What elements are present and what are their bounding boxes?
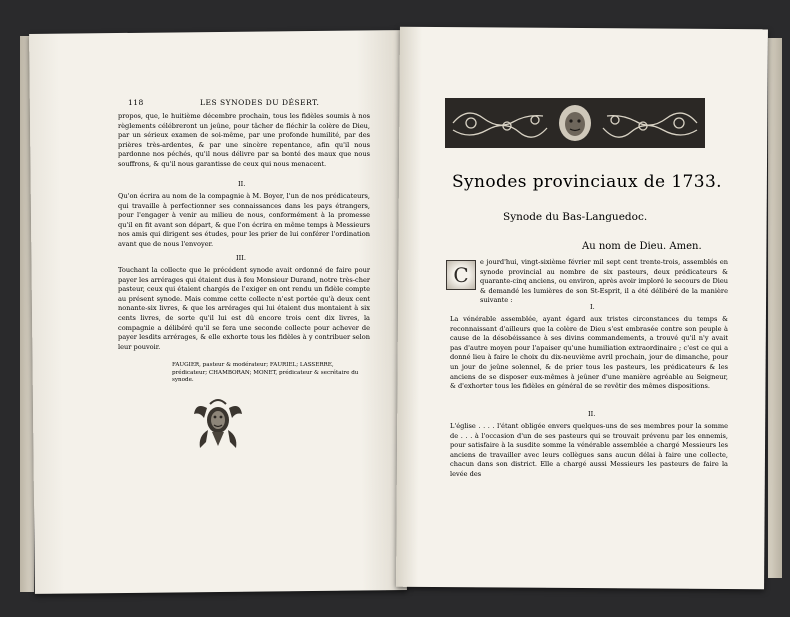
left-roman-3: III. — [236, 254, 246, 262]
dropcap — [446, 260, 476, 290]
right-roman-1: I. — [590, 303, 595, 311]
tailpiece-mask-ornament — [190, 398, 246, 450]
right-page-edges — [768, 38, 782, 578]
section-title: Synodes provinciaux de 1733. — [452, 172, 722, 192]
page-number: 118 — [128, 98, 144, 107]
right-roman-2: II. — [588, 410, 596, 418]
left-paragraph-1: propos, que, le huitième décembre prochain, tous les fidèles soumis à nos règlements célébreront un jeûne, pour tâcher de fléchir la colère de Dieu, par un sérieux examen de soi-même, par une profonde humilité, par des prières très-ardentes, & par une sincère repentance, afin qu'il nous pardonne nos péchés, qu'il nous délivre par sa bonté des maux que nous souffrons, & qu'il nous garantisse de ceux qui nous menacent. — [118, 112, 370, 168]
article-2: L'église . . . . l'étant obligée envers quelques-uns de ses membres pour la somme de . . . à l'occasion d'un de ses pasteurs qui se trouvait prévenu par les ennemis, pour satisfaire à la susdite somme la vénérable assemblée a chargé Messieurs les anciens de travailler avec leurs collègues sans aucun délai à faire une collecte, chacun dans son district. Elle a chargé aussi Messieurs les pasteurs de faire la levée des — [450, 422, 728, 478]
invocation: Au nom de Dieu. Amen. — [582, 241, 702, 252]
dropcap-letter: C — [453, 263, 469, 287]
left-roman-2: II. — [238, 180, 246, 188]
section-subtitle: Synode du Bas-Languedoc. — [503, 211, 648, 223]
signatures: FAUGIER, pasteur & modérateur; FAURIEL; LASSERRE, prédicateur; CHAMBORAN; MONET, prédicateur & secrétaire du synode. — [172, 362, 359, 384]
headpiece-ornament — [445, 98, 705, 148]
opening-paragraph: e jourd'hui, vingt-sixième février mil sept cent trente-trois, assemblés en synode provincial au nombre de six pasteurs, deux prédicateurs & quarante-cinq anciens, ou environ, après avoir imploré le secours de Dieu & demandé les lumières de son St-Esprit, il a été délibéré de la manière suivante : — [480, 258, 728, 305]
article-1: La vénérable assemblée, ayant égard aux tristes circonstances du temps & reconnaissant d'ailleurs que la colère de Dieu s'est embrasée contre son peuple à cause de la désobéissance à ses divins commandements, a trouvé qu'il n'y avait pas d'autre moyen pour l'apaiser qu'une humiliation extraordinaire ; c'est ce qui a donné lieu à faire le choix du dix-neuvième avril prochain, jour de dimanche, pour un jour de jeûne solennel, & de prier tous les pasteurs, les prédicateurs & les anciens de se disposer eux-mêmes à jeûner d'une manière agréable au Seigneur, & d'exhorter tous les fidèles en général de se revêtir des mêmes dispositions. — [450, 315, 728, 391]
running-title: LES SYNODES DU DÉSERT. — [200, 98, 320, 107]
left-paragraph-3: Touchant la collecte que le précédent synode avait ordonné de faire pour payer les arrérages qui étaient dus à feu Monsieur Durand, notre très-cher pasteur, ceux qui étaient chargés de l'exiger en ont rendu un fidèle compte au présent synode. Mais comme cette collecte n'est portée qu'à deux cent nonante-six livres, & que les arrérages qui lui étaient dus montaient à six cents livres, de sorte qu'il lui est dû encore trois cent dix livres, la compagnie a délibéré qu'il se fera une seconde collecte pour achever de payer lesdits arrérages, & elle exhorte tous les fidèles à y contribuer selon leur pouvoir. — [118, 266, 370, 351]
left-paragraph-2: Qu'on écrira au nom de la compagnie à M. Boyer, l'un de nos prédicateurs, qui travaille à perfectionner ses connaissances dans les pays étrangers, pour l'engager à venir au milieu de nous, conformément à la promesse qu'il en fit avant son départ, & que l'on écrira en même temps à Messieurs nos amis qui dirigent ses études, pour les prier de lui conférer l'ordination avant que de nous l'envoyer. — [118, 192, 370, 248]
